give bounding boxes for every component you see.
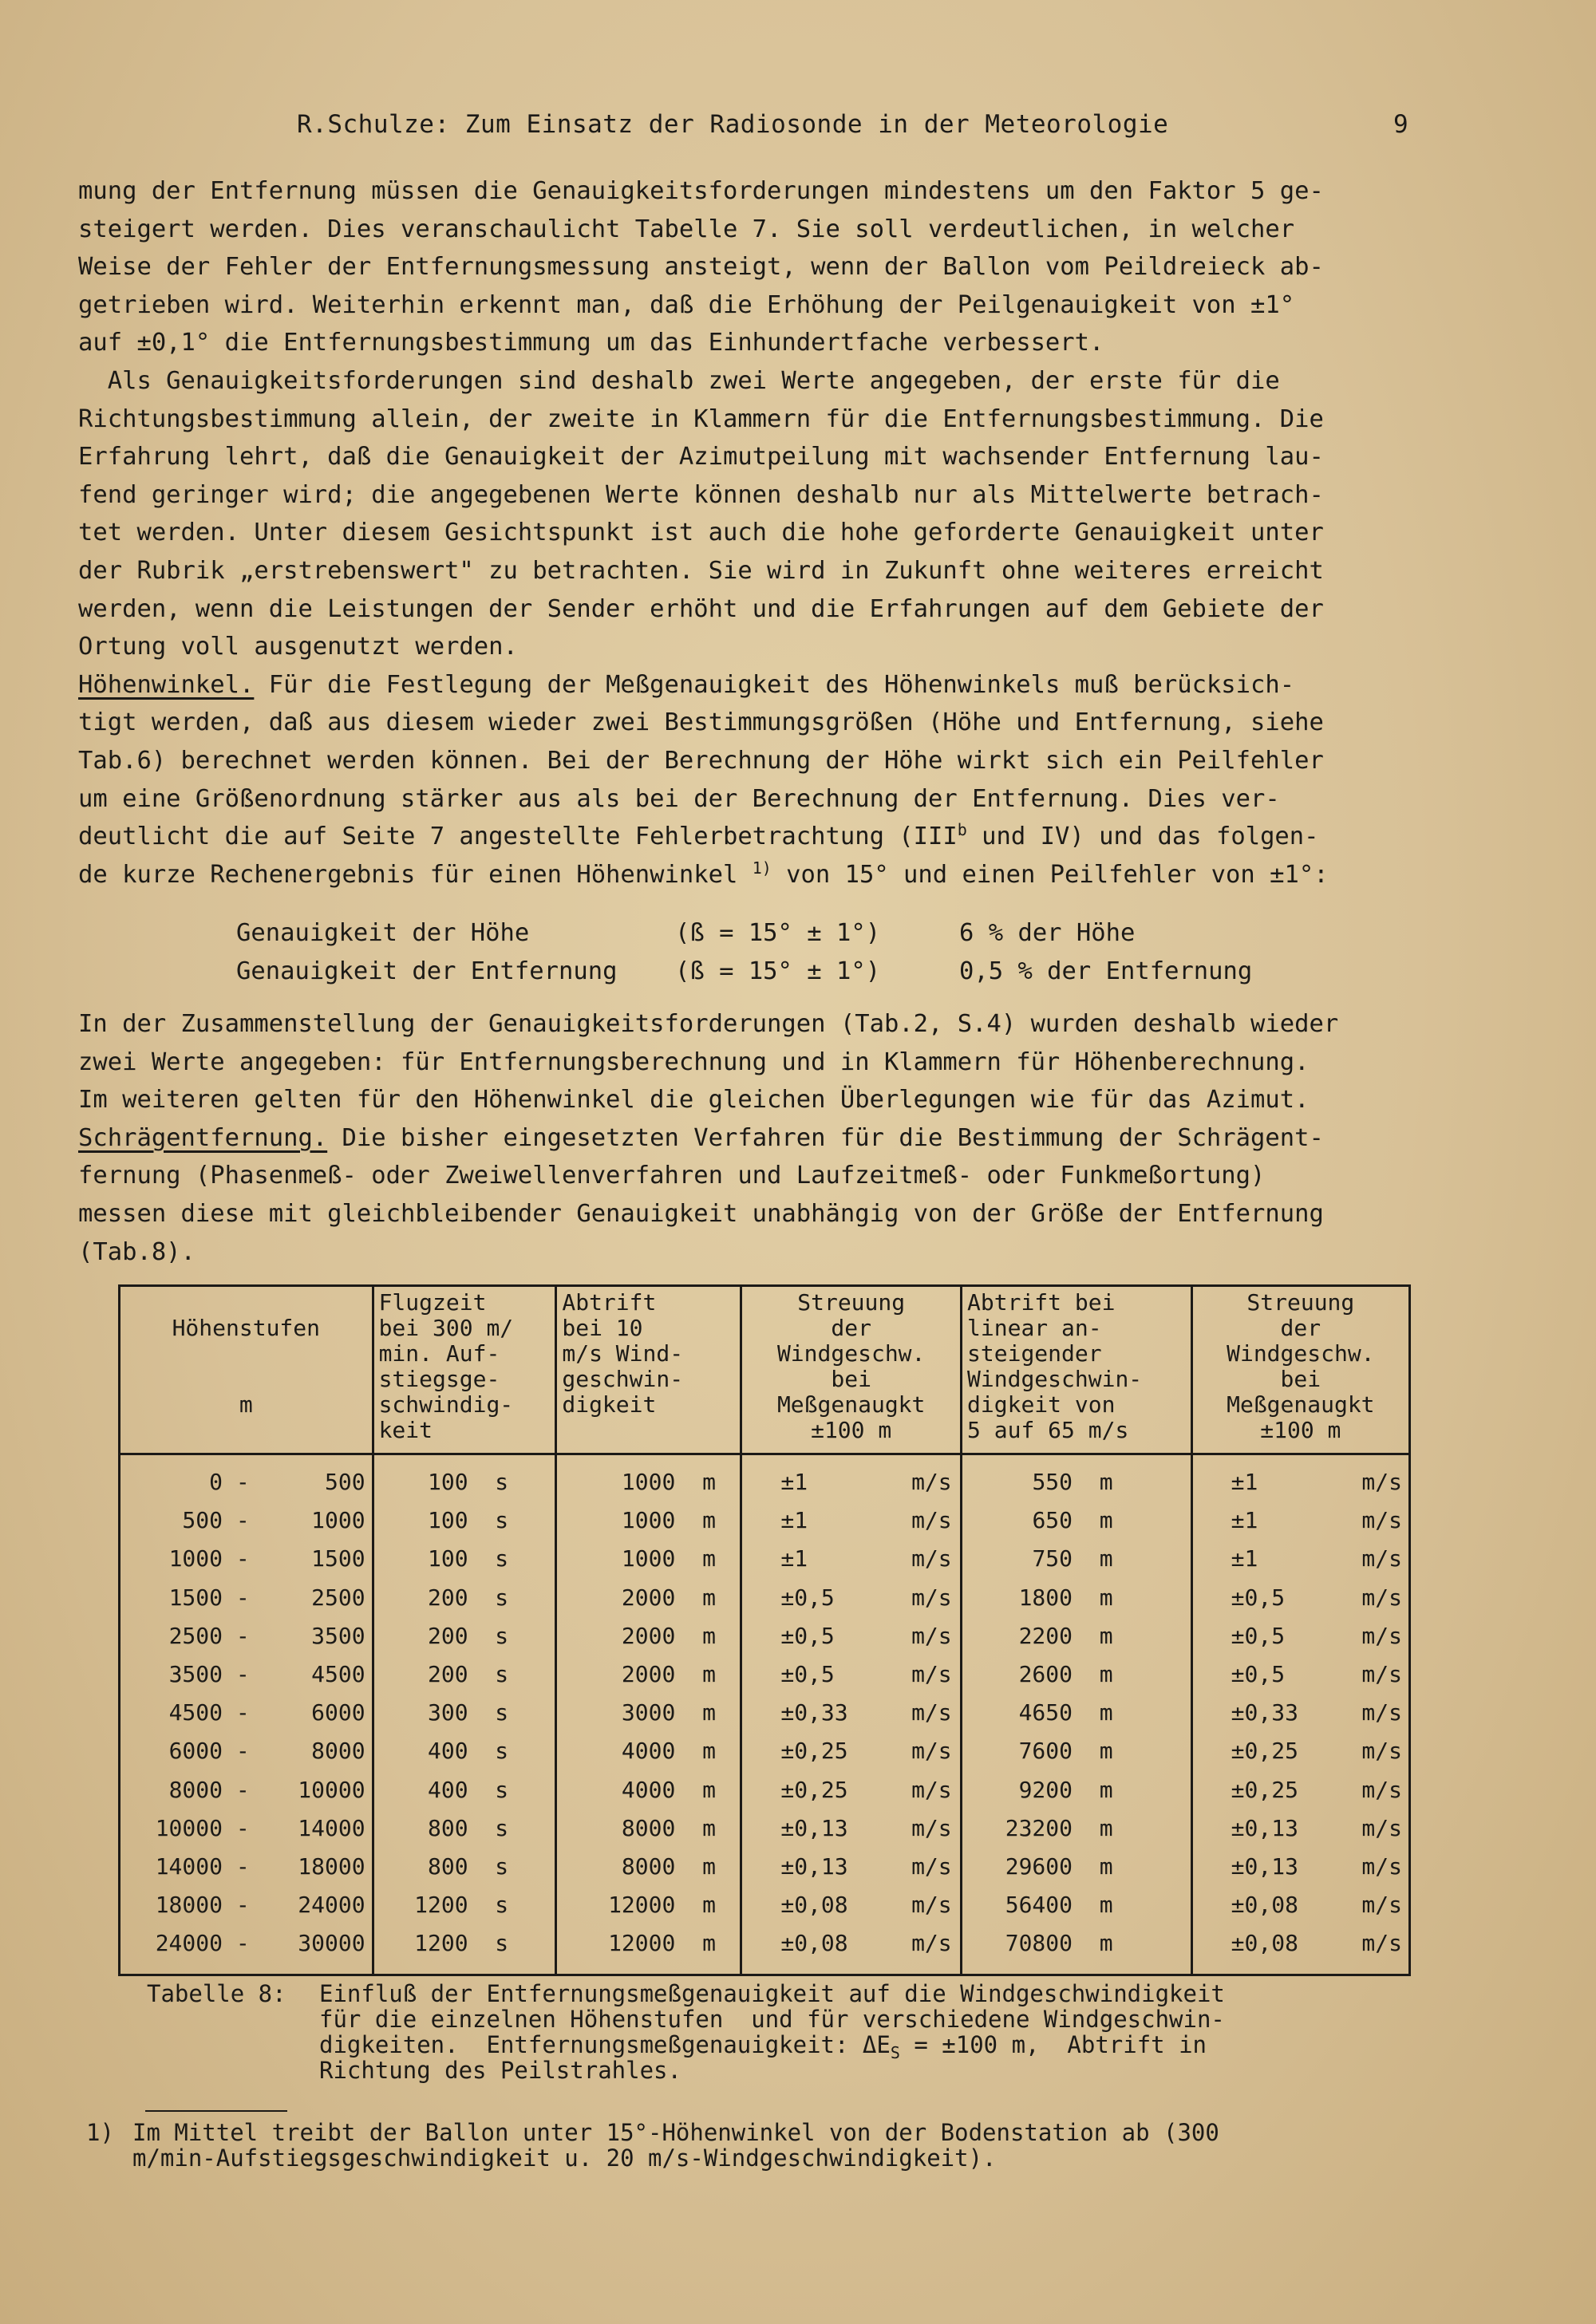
text-line: fend geringer wird; die angegebenen Werte können deshalb nur als Mittelwerte betrach- bbox=[78, 480, 1324, 509]
table-cell: ±0,08 m/s bbox=[1191, 1924, 1409, 1975]
table-cell: ±0,5 m/s bbox=[1191, 1655, 1409, 1694]
text-line: tet werden. Unter diesem Gesichtspunkt ist auch die hohe geforderte Genauigkeit unter bbox=[78, 519, 1324, 547]
table-cell: ±0,08 m/s bbox=[741, 1924, 962, 1975]
table-cell: ±1 m/s bbox=[1191, 1501, 1409, 1540]
table-caption-label: Tabelle 8: bbox=[147, 1980, 286, 2007]
table-cell: ±0,25 m/s bbox=[741, 1771, 962, 1809]
text-line: mung der Entfernung müssen die Genauigkeitsforderungen mindestens um den Faktor 5 ge- bbox=[78, 177, 1324, 205]
footnote-text: Im Mittel treibt der Ballon unter 15°-Höhenwinkel von der Bodenstation ab (300 bbox=[132, 2119, 1219, 2146]
table-row bbox=[120, 1540, 1410, 1578]
table-cell: ±0,25 m/s bbox=[741, 1732, 962, 1770]
table-cell: 24000 - 30000 bbox=[120, 1924, 373, 1975]
table-cell: 4000 m bbox=[556, 1732, 741, 1770]
text-line: auf ±0,1° die Entfernungsbestimmung um das Einhundertfache verbessert. bbox=[78, 329, 1104, 357]
table-row bbox=[120, 1732, 1410, 1770]
text-line: Ortung voll ausgenutzt werden. bbox=[78, 633, 518, 661]
text-line: zwei Werte angegeben: für Entfernungsberechnung und in Klammern für Höhenberechnung. bbox=[78, 1048, 1310, 1076]
text-line: der Rubrik „erstrebenswert" zu betrachten. Sie wird in Zukunft ohne weiteres erreicht bbox=[78, 556, 1324, 585]
text-line: fernung (Phasenmeß- oder Zweiwellenverfahren und Laufzeitmeß- oder Funkmeßortung) bbox=[78, 1162, 1266, 1190]
table-row bbox=[120, 1655, 1410, 1694]
text-line: (Tab.8). bbox=[78, 1237, 196, 1266]
table-cell: ±0,33 m/s bbox=[1191, 1694, 1409, 1732]
table-cell: ±0,5 m/s bbox=[741, 1579, 962, 1617]
table-header-row bbox=[120, 1286, 1410, 1454]
table-cell: 7600 m bbox=[962, 1732, 1192, 1770]
formula-condition: (ß = 15° ± 1°) bbox=[675, 919, 881, 947]
table-cell: 2000 m bbox=[556, 1579, 741, 1617]
text-line: getrieben wird. Weiterhin erkennt man, daß die Erhöhung der Peilgenauigkeit von ±1° bbox=[78, 290, 1295, 319]
footnote-text: m/min-Aufstiegsgeschwindigkeit u. 20 m/s-Windgeschwindigkeit). bbox=[132, 2144, 997, 2172]
table-8 bbox=[118, 1284, 1411, 1976]
formula-result: 6 % der Höhe bbox=[959, 919, 1136, 947]
table-cell: ±1 m/s bbox=[1191, 1454, 1409, 1502]
table-cell: 9200 m bbox=[962, 1771, 1192, 1809]
running-title: R.Schulze: Zum Einsatz der Radiosonde in der Meteorologie bbox=[297, 110, 1169, 139]
hoehenwinkel-first-line: Höhenwinkel. Für die Festlegung der Meßgenauigkeit des Höhenwinkels muß berücksich- bbox=[78, 670, 1295, 699]
schraeg-first-line: Schrägentfernung. Die bisher eingesetzten Verfahren für die Bestimmung der Schrägent- bbox=[78, 1123, 1324, 1152]
formula-result: 0,5 % der Entfernung bbox=[959, 957, 1253, 985]
table-cell: 400 s bbox=[373, 1732, 556, 1770]
formula-label: Genauigkeit der Entfernung bbox=[236, 957, 618, 985]
table-cell: 0 - 500 bbox=[120, 1454, 373, 1502]
table-header-cell: Streuung der Windgeschw. bei Meßgenaugkt ±100 m bbox=[1191, 1286, 1409, 1454]
table-cell: ±1 m/s bbox=[741, 1454, 962, 1502]
text-line: de kurze Rechenergebnis für einen Höhenwinkel $^{1)}$ von 15° und einen Peilfehler von ±1°: bbox=[78, 858, 1329, 889]
table-row bbox=[120, 1454, 1410, 1502]
section-heading-schraegentfernung: Schrägentfernung. bbox=[78, 1123, 328, 1152]
table-cell: ±0,13 m/s bbox=[741, 1848, 962, 1886]
table-cell: ±0,33 m/s bbox=[741, 1694, 962, 1732]
table-row bbox=[120, 1924, 1410, 1975]
text-line: werden, wenn die Leistungen der Sender erhöht und die Erfahrungen auf dem Gebiete der bbox=[78, 594, 1324, 623]
table-cell: 750 m bbox=[962, 1540, 1192, 1578]
table-row bbox=[120, 1886, 1410, 1924]
table-caption-line: für die einzelnen Höhenstufen und für verschiedene Windgeschwin- bbox=[319, 2006, 1225, 2033]
table-cell: 8000 m bbox=[556, 1809, 741, 1848]
table-cell: 500 - 1000 bbox=[120, 1501, 373, 1540]
table-row bbox=[120, 1771, 1410, 1809]
table-cell: 2200 m bbox=[962, 1617, 1192, 1655]
table-cell: 2000 m bbox=[556, 1655, 741, 1694]
table-cell: ±0,5 m/s bbox=[741, 1655, 962, 1694]
table-cell: 8000 m bbox=[556, 1848, 741, 1886]
table-cell: 1000 m bbox=[556, 1540, 741, 1578]
table-row bbox=[120, 1848, 1410, 1886]
text-line: In der Zusammenstellung der Genauigkeitsforderungen (Tab.2, S.4) wurden deshalb wieder bbox=[78, 1010, 1339, 1038]
table-cell: 1200 s bbox=[373, 1924, 556, 1975]
table-cell: 1000 m bbox=[556, 1454, 741, 1502]
table-cell: 800 s bbox=[373, 1809, 556, 1848]
page-number: 9 bbox=[1393, 110, 1409, 139]
table-header-cell: Abtrift bei linear an- steigender Windgeschwin- digkeit von 5 auf 65 m/s bbox=[962, 1286, 1192, 1454]
text-line: messen diese mit gleichbleibender Genauigkeit unabhängig von der Größe der Entfernung bbox=[78, 1199, 1324, 1228]
table-cell: 23200 m bbox=[962, 1809, 1192, 1848]
table-cell: 1000 m bbox=[556, 1501, 741, 1540]
table-cell: 100 s bbox=[373, 1454, 556, 1502]
table-cell: 18000 - 24000 bbox=[120, 1886, 373, 1924]
body-paragraph-3 bbox=[78, 1005, 1507, 1271]
table-cell: 70800 m bbox=[962, 1924, 1192, 1975]
table-row bbox=[120, 1501, 1410, 1540]
table-cell: ±0,13 m/s bbox=[741, 1809, 962, 1848]
formula-label: Genauigkeit der Höhe bbox=[236, 919, 530, 947]
text-line: Im weiteren gelten für den Höhenwinkel die gleichen Überlegungen wie für das Azimut. bbox=[78, 1086, 1310, 1115]
table-cell: 1000 - 1500 bbox=[120, 1540, 373, 1578]
table-caption-line: Richtung des Peilstrahles. bbox=[319, 2057, 681, 2084]
table-cell: 100 s bbox=[373, 1501, 556, 1540]
text-line: Tab.6) berechnet werden können. Bei der Berechnung der Höhe wirkt sich ein Peilfehler bbox=[78, 746, 1324, 775]
table-cell: ±1 m/s bbox=[741, 1501, 962, 1540]
table-cell: ±0,25 m/s bbox=[1191, 1732, 1409, 1770]
text-line: steigert werden. Dies veranschaulicht Tabelle 7. Sie soll verdeutlichen, in welcher bbox=[78, 215, 1295, 243]
table-caption-line: Einfluß der Entfernungsmeßgenauigkeit auf die Windgeschwindigkeit bbox=[319, 1980, 1225, 2007]
table-cell: ±1 m/s bbox=[741, 1540, 962, 1578]
table-cell: ±0,25 m/s bbox=[1191, 1771, 1409, 1809]
text-line: deutlicht die auf Seite 7 angestellte Fehlerbetrachtung (III$^b$ und IV) und das folgen- bbox=[78, 819, 1319, 851]
table-cell: 10000 - 14000 bbox=[120, 1809, 373, 1848]
table-cell: 200 s bbox=[373, 1655, 556, 1694]
table-caption-line: digkeiten. Entfernungsmeßgenauigkeit: $\Delta E_S = \pm 100$ m, Abtrift in bbox=[319, 2031, 1207, 2062]
table-cell: ±0,5 m/s bbox=[1191, 1579, 1409, 1617]
table-cell: ±0,5 m/s bbox=[741, 1617, 962, 1655]
table-cell: ±0,5 m/s bbox=[1191, 1617, 1409, 1655]
table-cell: 400 s bbox=[373, 1771, 556, 1809]
table-row bbox=[120, 1809, 1410, 1848]
table-header-cell: Flugzeit bei 300 m/ min. Auf- stiegsge- schwindig- keit bbox=[373, 1286, 556, 1454]
table-cell: ±0,13 m/s bbox=[1191, 1809, 1409, 1848]
table-cell: 14000 - 18000 bbox=[120, 1848, 373, 1886]
footnote-ref: 1) bbox=[752, 858, 772, 878]
table-cell: ±0,08 m/s bbox=[741, 1886, 962, 1924]
text-line: Richtungsbestimmung allein, der zweite in Klammern für die Entfernungsbestimmung. Die bbox=[78, 404, 1324, 433]
table-cell: 200 s bbox=[373, 1579, 556, 1617]
text-line: um eine Größenordnung stärker aus als bei der Berechnung der Entfernung. Dies ver- bbox=[78, 784, 1280, 813]
table-cell: 550 m bbox=[962, 1454, 1192, 1502]
table-header-cell: Streuung der Windgeschw. bei Meßgenaugkt ±100 m bbox=[741, 1286, 962, 1454]
table-cell: 29600 m bbox=[962, 1848, 1192, 1886]
table-row bbox=[120, 1579, 1410, 1617]
table-cell: 650 m bbox=[962, 1501, 1192, 1540]
table-cell: 12000 m bbox=[556, 1886, 741, 1924]
table-header-cell: Abtrift bei 10 m/s Wind- geschwin- digkeit bbox=[556, 1286, 741, 1454]
table-cell: ±1 m/s bbox=[1191, 1540, 1409, 1578]
text-line: Weise der Fehler der Entfernungsmessung ansteigt, wenn der Ballon vom Peildreieck ab- bbox=[78, 253, 1324, 282]
table-cell: 6000 - 8000 bbox=[120, 1732, 373, 1770]
table-cell: 200 s bbox=[373, 1617, 556, 1655]
table-cell: ±0,13 m/s bbox=[1191, 1848, 1409, 1886]
table-cell: ±0,08 m/s bbox=[1191, 1886, 1409, 1924]
table-cell: 1200 s bbox=[373, 1886, 556, 1924]
table-row bbox=[120, 1694, 1410, 1732]
table-cell: 4650 m bbox=[962, 1694, 1192, 1732]
table-header-cell: Höhenstufen m bbox=[120, 1286, 373, 1454]
table-cell: 100 s bbox=[373, 1540, 556, 1578]
formula-condition: (ß = 15° ± 1°) bbox=[675, 957, 881, 985]
text-line: tigt werden, daß aus diesem wieder zwei Bestimmungsgrößen (Höhe und Entfernung, siehe bbox=[78, 708, 1324, 737]
table-cell: 56400 m bbox=[962, 1886, 1192, 1924]
table-cell: 4000 m bbox=[556, 1771, 741, 1809]
text-line: Als Genauigkeitsforderungen sind deshalb zwei Werte angegeben, der erste für die bbox=[78, 366, 1280, 395]
table-cell: 2000 m bbox=[556, 1617, 741, 1655]
table-row bbox=[120, 1617, 1410, 1655]
body-paragraph-1 bbox=[78, 172, 1507, 894]
table-cell: 300 s bbox=[373, 1694, 556, 1732]
table-cell: 1500 - 2500 bbox=[120, 1579, 373, 1617]
table-cell: 2500 - 3500 bbox=[120, 1617, 373, 1655]
table-cell: 800 s bbox=[373, 1848, 556, 1886]
table-cell: 2600 m bbox=[962, 1655, 1192, 1694]
table-cell: 12000 m bbox=[556, 1924, 741, 1975]
section-heading-hoehenwinkel: Höhenwinkel. bbox=[78, 670, 255, 699]
footnote-rule bbox=[145, 2110, 287, 2112]
text-line: Erfahrung lehrt, daß die Genauigkeit der Azimutpeilung mit wachsender Entfernung lau- bbox=[78, 443, 1324, 472]
footnote-marker: 1) bbox=[86, 2119, 114, 2146]
table-cell: 1800 m bbox=[962, 1579, 1192, 1617]
table-cell: 3500 - 4500 bbox=[120, 1655, 373, 1694]
table-cell: 8000 - 10000 bbox=[120, 1771, 373, 1809]
table-cell: 3000 m bbox=[556, 1694, 741, 1732]
table-cell: 4500 - 6000 bbox=[120, 1694, 373, 1732]
